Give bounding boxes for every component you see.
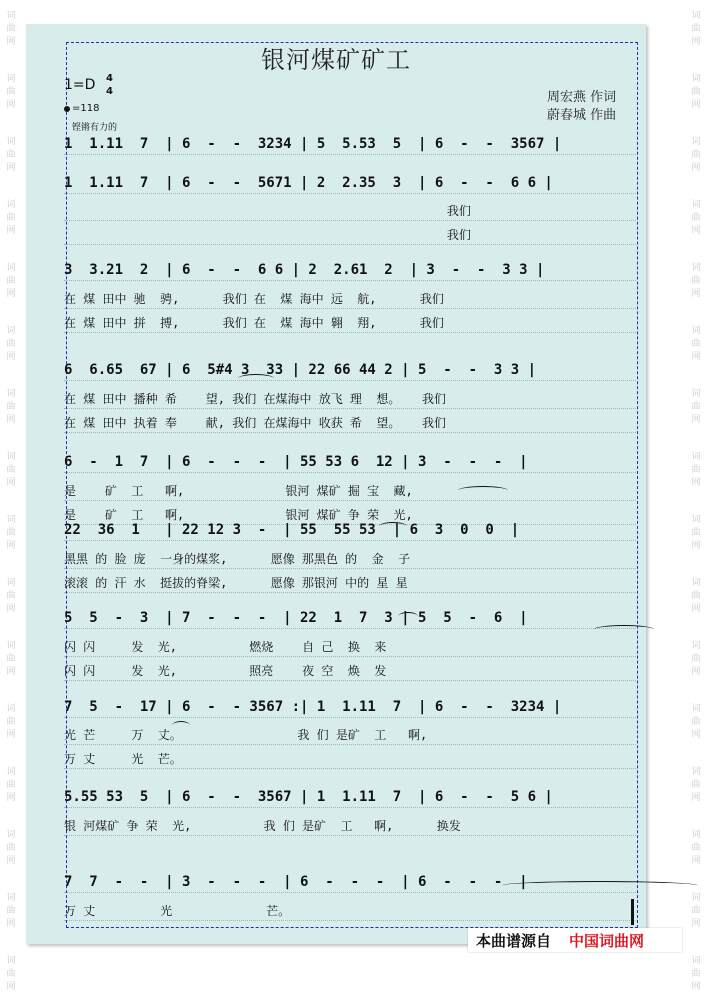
watermark-char: 词 — [6, 767, 16, 777]
watermark-char: 网 — [691, 856, 701, 866]
source-badge — [468, 928, 682, 952]
lyric-line: 我们 — [64, 226, 636, 245]
notation-line: 7 5 - 17 | 6 - - 3567 :| 1 1.11 7 | 6 - - 3234 | — [64, 697, 636, 718]
watermark-group — [6, 819, 15, 882]
watermark-group — [6, 126, 15, 189]
tempo-mark: =118 — [64, 103, 99, 114]
watermark-char: 曲 — [6, 906, 16, 916]
slur-mark — [594, 625, 654, 634]
watermark-char: 词 — [6, 137, 16, 147]
watermark-char: 曲 — [691, 717, 701, 727]
watermark-char: 词 — [6, 74, 16, 84]
notation-line: 22 36 1 | 22 12 3 - | 55 55 53 | 6 3 0 0 | — [64, 520, 636, 541]
notation-line: 6 - 1 7 | 6 - - - | 55 53 6 12 | 3 - - - | — [64, 452, 636, 473]
watermark-char: 词 — [691, 578, 701, 588]
watermark-char: 网 — [691, 604, 701, 614]
lyric-line: 滚滚 的 汗 水 挺拔的脊梁, 愿像 那银河 中的 星 星 — [64, 574, 636, 593]
watermark-char: 词 — [691, 326, 701, 336]
watermark-char: 曲 — [6, 654, 16, 664]
watermark-char: 曲 — [6, 591, 16, 601]
watermark-char: 曲 — [6, 402, 16, 412]
watermark-char: 网 — [6, 415, 16, 425]
watermark-group — [691, 945, 700, 1008]
watermark-group — [691, 693, 700, 756]
watermark-group — [6, 882, 15, 945]
watermark-group — [6, 567, 15, 630]
watermark-char: 网 — [6, 667, 16, 677]
watermark-char: 词 — [691, 767, 701, 777]
watermark-char: 曲 — [691, 150, 701, 160]
left-watermark-strip — [0, 0, 22, 992]
watermark-char: 词 — [691, 389, 701, 399]
right-watermark-strip — [685, 0, 707, 992]
song-title: 银河煤矿矿工 — [261, 46, 411, 74]
watermark-group — [691, 819, 700, 882]
watermark-group — [691, 441, 700, 504]
watermark-char: 词 — [691, 704, 701, 714]
watermark-char: 曲 — [6, 528, 16, 538]
watermark-char: 曲 — [691, 24, 701, 34]
watermark-char: 词 — [691, 263, 701, 273]
watermark-char: 曲 — [6, 969, 16, 979]
watermark-char: 词 — [6, 263, 16, 273]
key-signature: 1=D — [64, 77, 96, 93]
watermark-char: 词 — [691, 452, 701, 462]
watermark-char: 网 — [6, 982, 16, 992]
watermark-char: 曲 — [691, 87, 701, 97]
notation-line: 5.55 53 5 | 6 - - 3567 | 1 1.11 7 | 6 - - 5 6 | — [64, 787, 636, 808]
watermark-char: 词 — [6, 830, 16, 840]
watermark-char: 词 — [6, 704, 16, 714]
notation-line: 7 7 - - | 3 - - - | 6 - - - | 6 - - - | — [64, 872, 636, 893]
watermark-group — [6, 252, 15, 315]
lyricist-credit: 周宏燕 作词 — [547, 90, 617, 105]
watermark-group — [691, 567, 700, 630]
watermark-group — [691, 882, 700, 945]
slur-mark — [458, 486, 508, 495]
quarter-note-icon — [64, 106, 70, 112]
watermark-char: 词 — [691, 11, 701, 21]
watermark-group — [691, 504, 700, 567]
watermark-char: 曲 — [6, 24, 16, 34]
watermark-char: 网 — [6, 352, 16, 362]
watermark-group — [6, 693, 15, 756]
lyric-line: 我们 — [64, 202, 636, 221]
watermark-char: 词 — [6, 200, 16, 210]
watermark-group — [691, 756, 700, 819]
slur-mark — [379, 522, 407, 531]
watermark-char: 曲 — [6, 465, 16, 475]
slur-mark — [398, 612, 418, 621]
watermark-group — [6, 504, 15, 567]
expression-mark: 铿锵有力的 — [72, 123, 118, 133]
watermark-char: 网 — [6, 604, 16, 614]
watermark-char: 网 — [691, 37, 701, 47]
watermark-char: 词 — [691, 200, 701, 210]
watermark-char: 网 — [6, 100, 16, 110]
score-sheet — [26, 24, 646, 944]
watermark-char: 网 — [691, 919, 701, 929]
site-name: 中国词曲网 — [569, 932, 645, 950]
watermark-char: 曲 — [691, 213, 701, 223]
lyric-line: 光 芒 万 丈。 我 们 是矿 工 啊, — [64, 726, 636, 745]
notation-line: 5 5 - 3 | 7 - - - | 22 1 7 3 | 5 5 - 6 | — [64, 608, 636, 629]
watermark-char: 网 — [691, 730, 701, 740]
watermark-char: 词 — [691, 515, 701, 525]
watermark-char: 曲 — [6, 780, 16, 790]
watermark-char: 曲 — [691, 402, 701, 412]
notation-line: 1 1.11 7 | 6 - - 5671 | 2 2.35 3 | 6 - - 6 6 | — [64, 173, 636, 194]
lyric-line: 万 丈 光 芒。 — [64, 750, 636, 769]
watermark-char: 网 — [6, 541, 16, 551]
watermark-char: 曲 — [691, 780, 701, 790]
watermark-group — [691, 189, 700, 252]
watermark-char: 曲 — [6, 717, 16, 727]
watermark-char: 网 — [6, 163, 16, 173]
watermark-char: 词 — [691, 74, 701, 84]
watermark-char: 网 — [691, 982, 701, 992]
watermark-char: 网 — [691, 541, 701, 551]
watermark-char: 曲 — [6, 276, 16, 286]
watermark-group — [691, 252, 700, 315]
lyric-line: 黑黑 的 脸 庞 一身的煤浆, 愿像 那黑色 的 金 子 — [64, 550, 636, 569]
lyric-line: 在 煤 田中 执着 奉 献, 我们 在煤海中 收获 希 望。 我们 — [64, 414, 636, 433]
watermark-group — [691, 630, 700, 693]
watermark-char: 曲 — [691, 654, 701, 664]
watermark-group — [6, 630, 15, 693]
watermark-char: 曲 — [691, 969, 701, 979]
watermark-char: 曲 — [6, 213, 16, 223]
composer-credit: 蔚春城 作曲 — [547, 108, 617, 123]
watermark-char: 网 — [691, 667, 701, 677]
watermark-char: 网 — [691, 415, 701, 425]
watermark-char: 词 — [691, 641, 701, 651]
lyric-line: 在 煤 田中 拼 搏, 我们 在 煤 海中 翱 翔, 我们 — [64, 314, 636, 333]
watermark-char: 曲 — [691, 465, 701, 475]
watermark-char: 曲 — [691, 843, 701, 853]
watermark-char: 曲 — [6, 843, 16, 853]
watermark-char: 词 — [691, 956, 701, 966]
final-barline — [631, 899, 634, 925]
watermark-char: 曲 — [6, 150, 16, 160]
watermark-char: 词 — [6, 956, 16, 966]
watermark-char: 曲 — [691, 906, 701, 916]
lyric-line: 在 煤 田中 播种 希 望, 我们 在煤海中 放飞 理 想。 我们 — [64, 390, 636, 409]
lyric-line: 万 丈 光 芒。 — [64, 902, 636, 921]
watermark-char: 曲 — [6, 87, 16, 97]
watermark-char: 词 — [6, 326, 16, 336]
watermark-char: 曲 — [691, 528, 701, 538]
watermark-char: 曲 — [691, 339, 701, 349]
source-label: 本曲谱源自 — [476, 932, 552, 950]
watermark-char: 词 — [6, 11, 16, 21]
watermark-char: 网 — [6, 730, 16, 740]
watermark-group — [6, 378, 15, 441]
watermark-char: 网 — [6, 37, 16, 47]
watermark-group — [691, 378, 700, 441]
slur-mark — [502, 881, 698, 890]
notation-line: 1 1.11 7 | 6 - - 3234 | 5 5.53 5 | 6 - - 3567 | — [64, 134, 636, 155]
watermark-char: 词 — [6, 893, 16, 903]
watermark-group — [6, 315, 15, 378]
watermark-group — [6, 0, 15, 63]
watermark-char: 网 — [691, 226, 701, 236]
watermark-char: 词 — [6, 641, 16, 651]
notation-line: 6 6.65 67 | 6 5#4 3 33 | 22 66 44 2 | 5 - - 3 3 | — [64, 360, 636, 381]
watermark-char: 网 — [6, 793, 16, 803]
lyric-line: 闪 闪 发 光, 照亮 夜 空 焕 发 — [64, 662, 636, 681]
notation-line: 3 3.21 2 | 6 - - 6 6 | 2 2.61 2 | 3 - - 3 3 | — [64, 260, 636, 281]
watermark-group — [6, 945, 15, 1008]
watermark-char: 网 — [6, 226, 16, 236]
watermark-group — [691, 315, 700, 378]
watermark-group — [6, 441, 15, 504]
watermark-char: 词 — [691, 137, 701, 147]
watermark-char: 网 — [691, 289, 701, 299]
watermark-char: 网 — [6, 919, 16, 929]
watermark-char: 曲 — [691, 276, 701, 286]
lyric-line: 银 河煤矿 争 荣 光, 我 们 是矿 工 啊, 换发 — [64, 817, 636, 836]
watermark-group — [691, 126, 700, 189]
lyric-line: 是 矿 工 啊, 银河 煤矿 掘 宝 藏, — [64, 482, 636, 501]
watermark-char: 曲 — [691, 591, 701, 601]
lyric-line: 在 煤 田中 驰 骋, 我们 在 煤 海中 远 航, 我们 — [64, 290, 636, 309]
watermark-char: 词 — [6, 452, 16, 462]
time-signature: 4 4 — [106, 73, 113, 97]
watermark-group — [6, 63, 15, 126]
lyric-line: 闪 闪 发 光, 燃烧 自 己 换 来 — [64, 638, 636, 657]
watermark-char: 词 — [691, 893, 701, 903]
watermark-char: 词 — [691, 830, 701, 840]
watermark-char: 网 — [6, 856, 16, 866]
watermark-char: 网 — [691, 352, 701, 362]
watermark-char: 网 — [6, 289, 16, 299]
watermark-char: 网 — [691, 793, 701, 803]
watermark-char: 网 — [691, 163, 701, 173]
slur-mark — [172, 721, 190, 730]
lyric-line: 是 矿 工 啊, 银河 煤矿 争 荣 光, — [64, 506, 636, 525]
watermark-char: 词 — [6, 515, 16, 525]
watermark-group — [6, 756, 15, 819]
watermark-char: 词 — [6, 578, 16, 588]
watermark-group — [6, 189, 15, 252]
watermark-char: 词 — [6, 389, 16, 399]
watermark-char: 网 — [691, 478, 701, 488]
watermark-group — [691, 0, 700, 63]
watermark-char: 曲 — [6, 339, 16, 349]
watermark-group — [691, 63, 700, 126]
slur-mark — [238, 374, 274, 383]
watermark-char: 网 — [6, 478, 16, 488]
watermark-char: 网 — [691, 100, 701, 110]
